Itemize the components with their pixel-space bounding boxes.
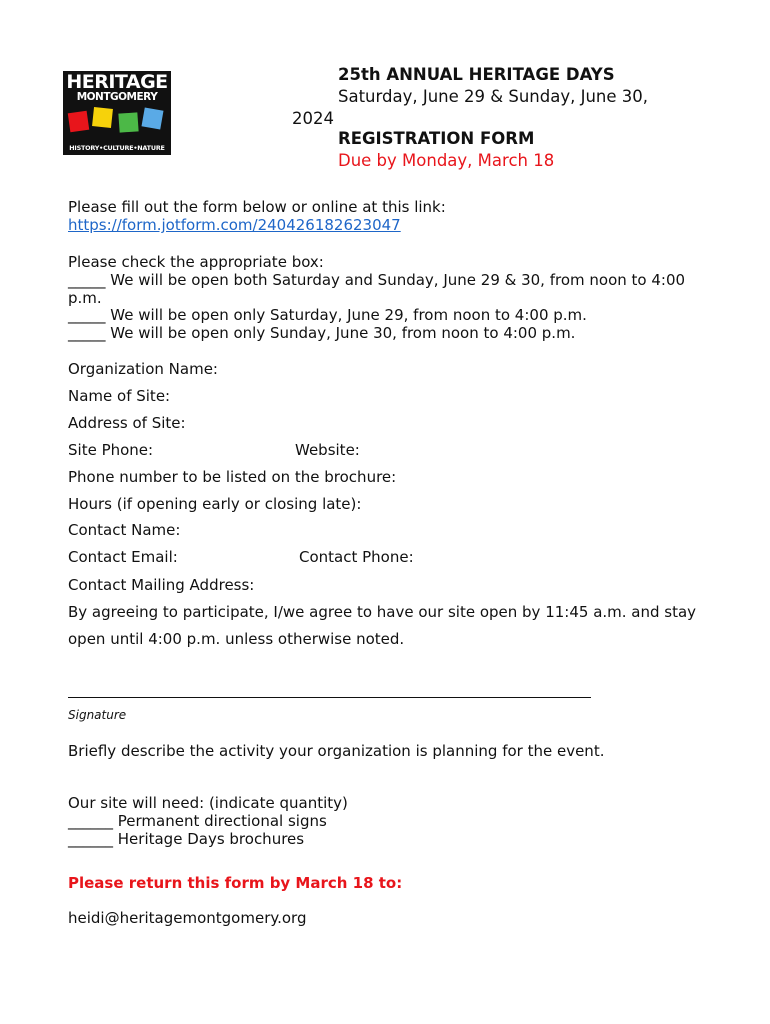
logo-green-square: [118, 112, 138, 132]
heritage-montgomery-logo: [63, 71, 171, 155]
intro-text: Please fill out the form below or online at this link:: [68, 198, 446, 216]
need-brochures[interactable]: [68, 830, 304, 849]
return-heading: Please return this form by March 18 to:: [68, 874, 403, 892]
logo-yellow-square: [92, 107, 113, 128]
option-blank[interactable]: _____: [68, 271, 106, 289]
option-blank[interactable]: _____: [68, 306, 106, 324]
option-both-days-wrap: p.m.: [68, 289, 102, 307]
signature-label: Signature: [68, 708, 127, 722]
field-contact-name[interactable]: Contact Name:: [68, 521, 181, 539]
option-both-days[interactable]: [68, 271, 685, 290]
logo-line1: HERITAGE: [66, 71, 168, 93]
option-text: We will be open only Saturday, June 29, from noon to 4:00 p.m.: [105, 306, 587, 324]
field-contact-email[interactable]: Contact Email:: [68, 548, 178, 566]
checkbox-heading: Please check the appropriate box:: [68, 253, 324, 271]
return-email[interactable]: heidi@heritagemontgomery.org: [68, 909, 307, 927]
option-saturday[interactable]: [68, 306, 587, 325]
online-form-link[interactable]: https://form.jotform.com/240426182623047: [68, 216, 401, 234]
event-title: 25th ANNUAL HERITAGE DAYS: [338, 65, 615, 84]
need-text: Permanent directional signs: [113, 812, 327, 830]
logo-line2: MONTGOMERY: [76, 91, 158, 103]
field-site-name[interactable]: Name of Site:: [68, 387, 171, 405]
field-brochure-phone[interactable]: Phone number to be listed on the brochure:: [68, 468, 397, 486]
need-blank[interactable]: ______: [68, 830, 113, 848]
logo-tagline: HISTORY•CULTURE•NATURE: [69, 144, 165, 152]
due-date: Due by Monday, March 18: [338, 151, 555, 170]
need-directional-signs[interactable]: [68, 812, 327, 831]
field-mailing-address[interactable]: Contact Mailing Address:: [68, 576, 255, 594]
logo-blue-square: [141, 107, 163, 129]
option-blank[interactable]: _____: [68, 324, 106, 342]
event-dates: Saturday, June 29 & Sunday, June 30,: [338, 87, 649, 106]
field-hours[interactable]: Hours (if opening early or closing late):: [68, 495, 362, 513]
signature-line[interactable]: [68, 697, 591, 698]
field-contact-phone[interactable]: Contact Phone:: [299, 548, 414, 566]
form-title: REGISTRATION FORM: [338, 129, 535, 148]
field-site-phone[interactable]: Site Phone:: [68, 441, 154, 459]
option-text: We will be open both Saturday and Sunday, June 29 & 30, from noon to 4:00: [105, 271, 686, 289]
need-text: Heritage Days brochures: [113, 830, 305, 848]
logo-red-square: [68, 111, 89, 132]
event-year: 2024: [292, 109, 334, 128]
agreement-line1: By agreeing to participate, I/we agree to have our site open by 11:45 a.m. and stay: [68, 603, 697, 621]
activity-prompt: Briefly describe the activity your organization is planning for the event.: [68, 742, 605, 760]
field-website[interactable]: Website:: [295, 441, 360, 459]
option-text: We will be open only Sunday, June 30, from noon to 4:00 p.m.: [105, 324, 576, 342]
need-blank[interactable]: ______: [68, 812, 113, 830]
needs-heading: Our site will need: (indicate quantity): [68, 794, 348, 812]
field-site-address[interactable]: Address of Site:: [68, 414, 186, 432]
option-sunday[interactable]: [68, 324, 575, 343]
agreement-line2: open until 4:00 p.m. unless otherwise noted.: [68, 630, 405, 648]
field-organization-name[interactable]: Organization Name:: [68, 360, 218, 378]
